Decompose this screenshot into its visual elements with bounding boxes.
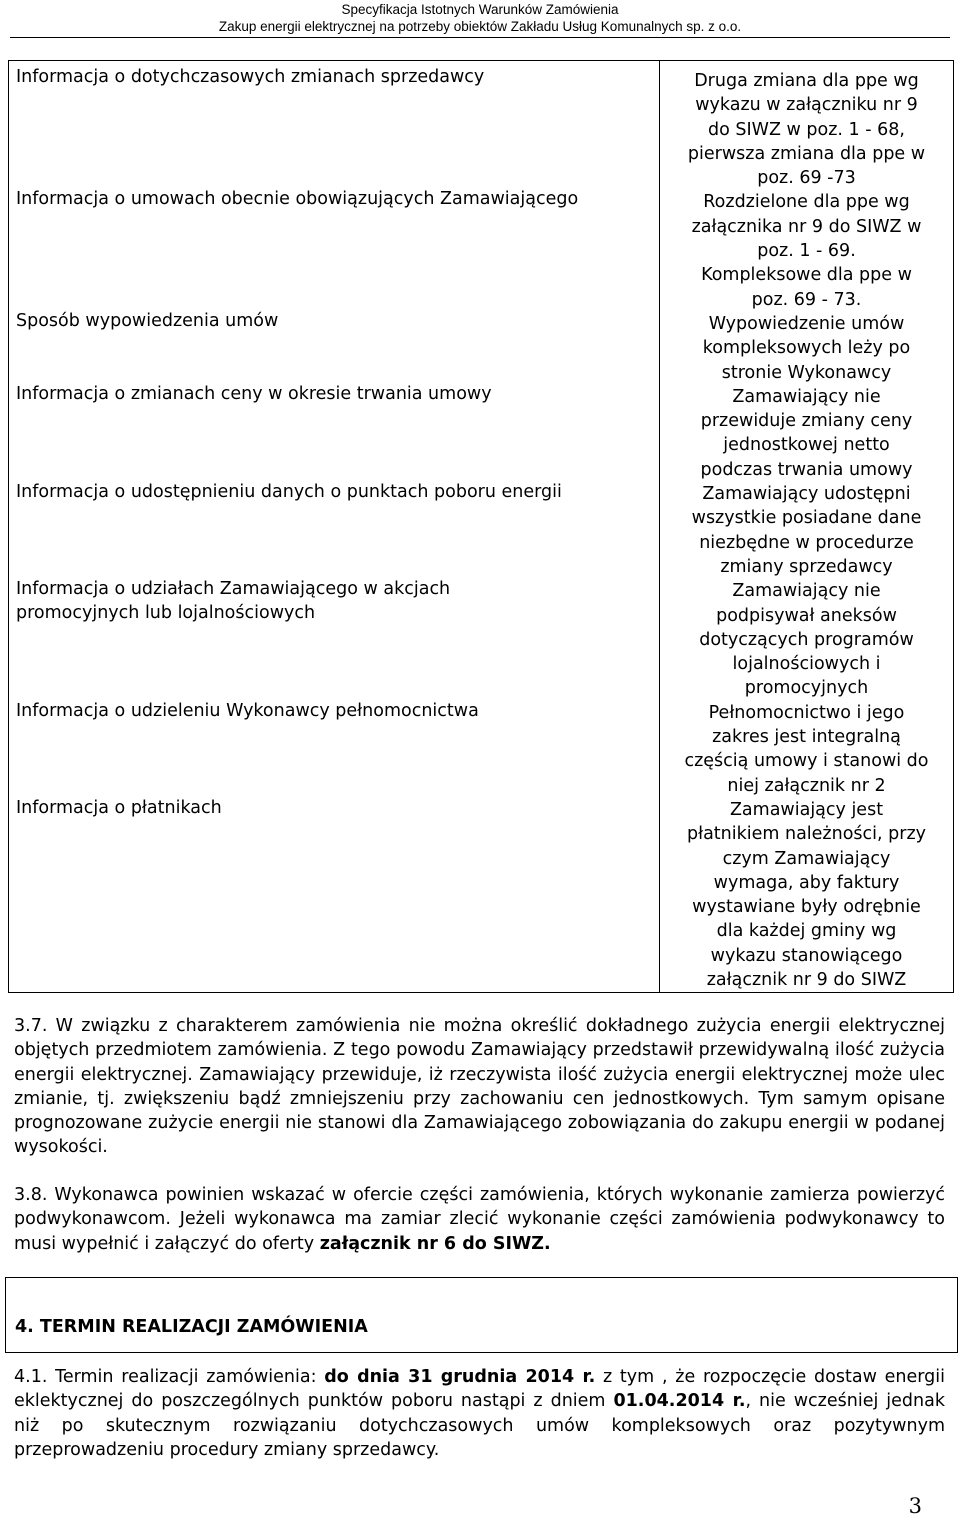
right-cell-line: Zamawiający nie [732,386,881,407]
paragraph-3-8 [14,1183,945,1256]
right-cell-line: niej załącznik nr 2 [727,775,886,796]
right-cell-line: wszystkie posiadane dane [691,508,922,529]
paragraph-4-1-part1: 4.1. Termin realizacji zamówienia: [14,1367,325,1387]
right-cell-line: wykazu w załączniku nr 9 [695,95,918,116]
right-cell-line: lojalnościowych i [732,654,881,675]
right-cell-line: do SIWZ w poz. 1 - 68, [708,119,905,140]
section-4-box [5,1277,958,1353]
paragraph-3-8-text: 3.8. Wykonawca powinien wskazać w ofercie części zamówienia, których wykonanie zamierza powierzyć podwykonawcom. Jeżeli wykonawca ma zamiar zlecić wykonanie części zamówienia podwykonawcy to musi wypełnić i załączyć do oferty [14,1185,945,1254]
list-item: Informacja o udostępnieniu danych o punktach poboru energii [16,482,562,502]
right-cell-line: stronie Wykonawcy [721,362,892,383]
list-item: Informacja o umowach obecnie obowiązujących Zamawiającego [16,189,579,209]
right-cell-line: załącznika nr 9 do SIWZ w [691,216,922,237]
right-cell-line: dla każdej gminy wg [716,921,897,942]
paragraph-4-1-date: do dnia 31 grudnia 2014 r. [324,1367,596,1387]
right-cell-line: podpisywał aneksów [716,605,897,626]
table-right-cell [660,61,954,993]
right-cell-line: Zamawiający udostępni [702,484,911,505]
right-cell-line: Zamawiający jest [729,799,884,820]
list-item: Sposób wypowiedzenia umów [16,311,279,331]
right-cell-line: wymaga, aby faktury [713,872,900,893]
right-cell-line: Kompleksowe dla ppe w [701,265,912,286]
list-item: Informacja o zmianach ceny w okresie trwania umowy [16,384,492,404]
info-table [8,60,954,993]
right-cell-line: pierwsza zmiana dla ppe w [687,143,926,164]
section-4-title: 4. TERMIN REALIZACJI ZAMÓWIENIA [15,1317,368,1337]
right-cell-line: płatnikiem należności, przy [687,824,926,845]
table-row [9,61,954,993]
right-cell-line: przewiduje zmiany ceny [700,411,913,432]
table-left-cell [9,61,660,993]
right-cell-line: wystawiane były odrębnie [692,897,921,918]
page-number: 3 [908,1494,922,1518]
right-cell-line: częścią umowy i stanowi do [684,751,929,772]
paragraph-4-1 [14,1365,945,1462]
right-cell-text [660,61,953,992]
right-cell-line: poz. 69 -73 [757,168,856,189]
right-cell-line: Wypowiedzenie umów [708,313,905,334]
list-item: Informacja o udzieleniu Wykonawcy pełnomocnictwa [16,701,479,721]
right-cell-line: dotyczących programów [699,629,914,650]
right-cell-line: niezbędne w procedurze [699,532,914,553]
paragraph-4-1-part2: z tym , że rozpoczęcie dostaw energii eklektycznej do poszczególnych punktów poboru nastąpi z dniem [14,1367,945,1412]
paragraph-3-7: 3.7. W związku z charakterem zamówienia nie można określić dokładnego zużycia energii elektrycznej objętych przedmiotem zamówienia. Z tego powodu Zamawiający przedstawił przewidywalną ilość zużycia energii elektrycznej. Zamawiający przewiduje, iż rzeczywista ilość zużycia energii elektrycznej może ulec zmianie, tj. zwiększeniu bądź zmniejszeniu przy zachowaniu cen jednostkowych. Tym samym opisane prognozowane zużycie energii nie stanowi dla Zamawiającego zobowiązania do zakupu energii w podanej wysokości. [14,1016,945,1158]
right-cell-line: jednostkowej netto [723,435,890,456]
paragraph-4-1-part3: , nie wcześniej jednak niż po skutecznym rozwiązaniu dotychczasowych umów kompleksowych oraz pozytywnym przeprowadzeniu procedury zmiany sprzedawcy. [14,1391,945,1460]
right-cell-line: wykazu stanowiącego [710,945,903,966]
right-cell-line: podczas trwania umowy [700,459,913,480]
list-item: Informacja o płatnikach [16,798,222,818]
right-cell-line: poz. 69 - 73. [751,289,862,310]
right-cell-line: kompleksowych leży po [702,338,911,359]
right-cell-line: Rozdzielone dla ppe wg [703,192,910,213]
right-cell-line: Zamawiający nie [732,581,881,602]
right-cell-line: zakres jest integralną [712,727,901,748]
right-cell-line: załącznik nr 9 do SIWZ [706,969,907,990]
header-divider [10,37,950,38]
right-cell-line: poz. 1 - 69. [757,241,856,262]
right-cell-line: Pełnomocnictwo i jego [708,702,905,723]
right-cell-line: zmiany sprzedawcy [720,556,893,577]
paragraph-3-8-bold: załącznik nr 6 do SIWZ. [319,1233,551,1254]
list-item: Informacja o udziałach Zamawiającego w akcjach [16,579,451,599]
list-item: Informacja o dotychczasowych zmianach sprzedawcy [16,67,485,87]
right-cell-line: promocyjnych [744,678,869,699]
right-cell-line: czym Zamawiający [722,848,891,869]
list-item: promocyjnych lub lojalnościowych [16,603,316,623]
header-subtitle: Zakup energii elektrycznej na potrzeby obiektów Zakładu Usług Komunalnych sp. z o.o. [218,19,742,34]
right-cell-line: Druga zmiana dla ppe wg [694,71,919,91]
paragraph-4-1-start-date: 01.04.2014 r. [613,1391,746,1412]
header-title: Specyfikacja Istotnych Warunków Zamówienia [341,2,619,17]
